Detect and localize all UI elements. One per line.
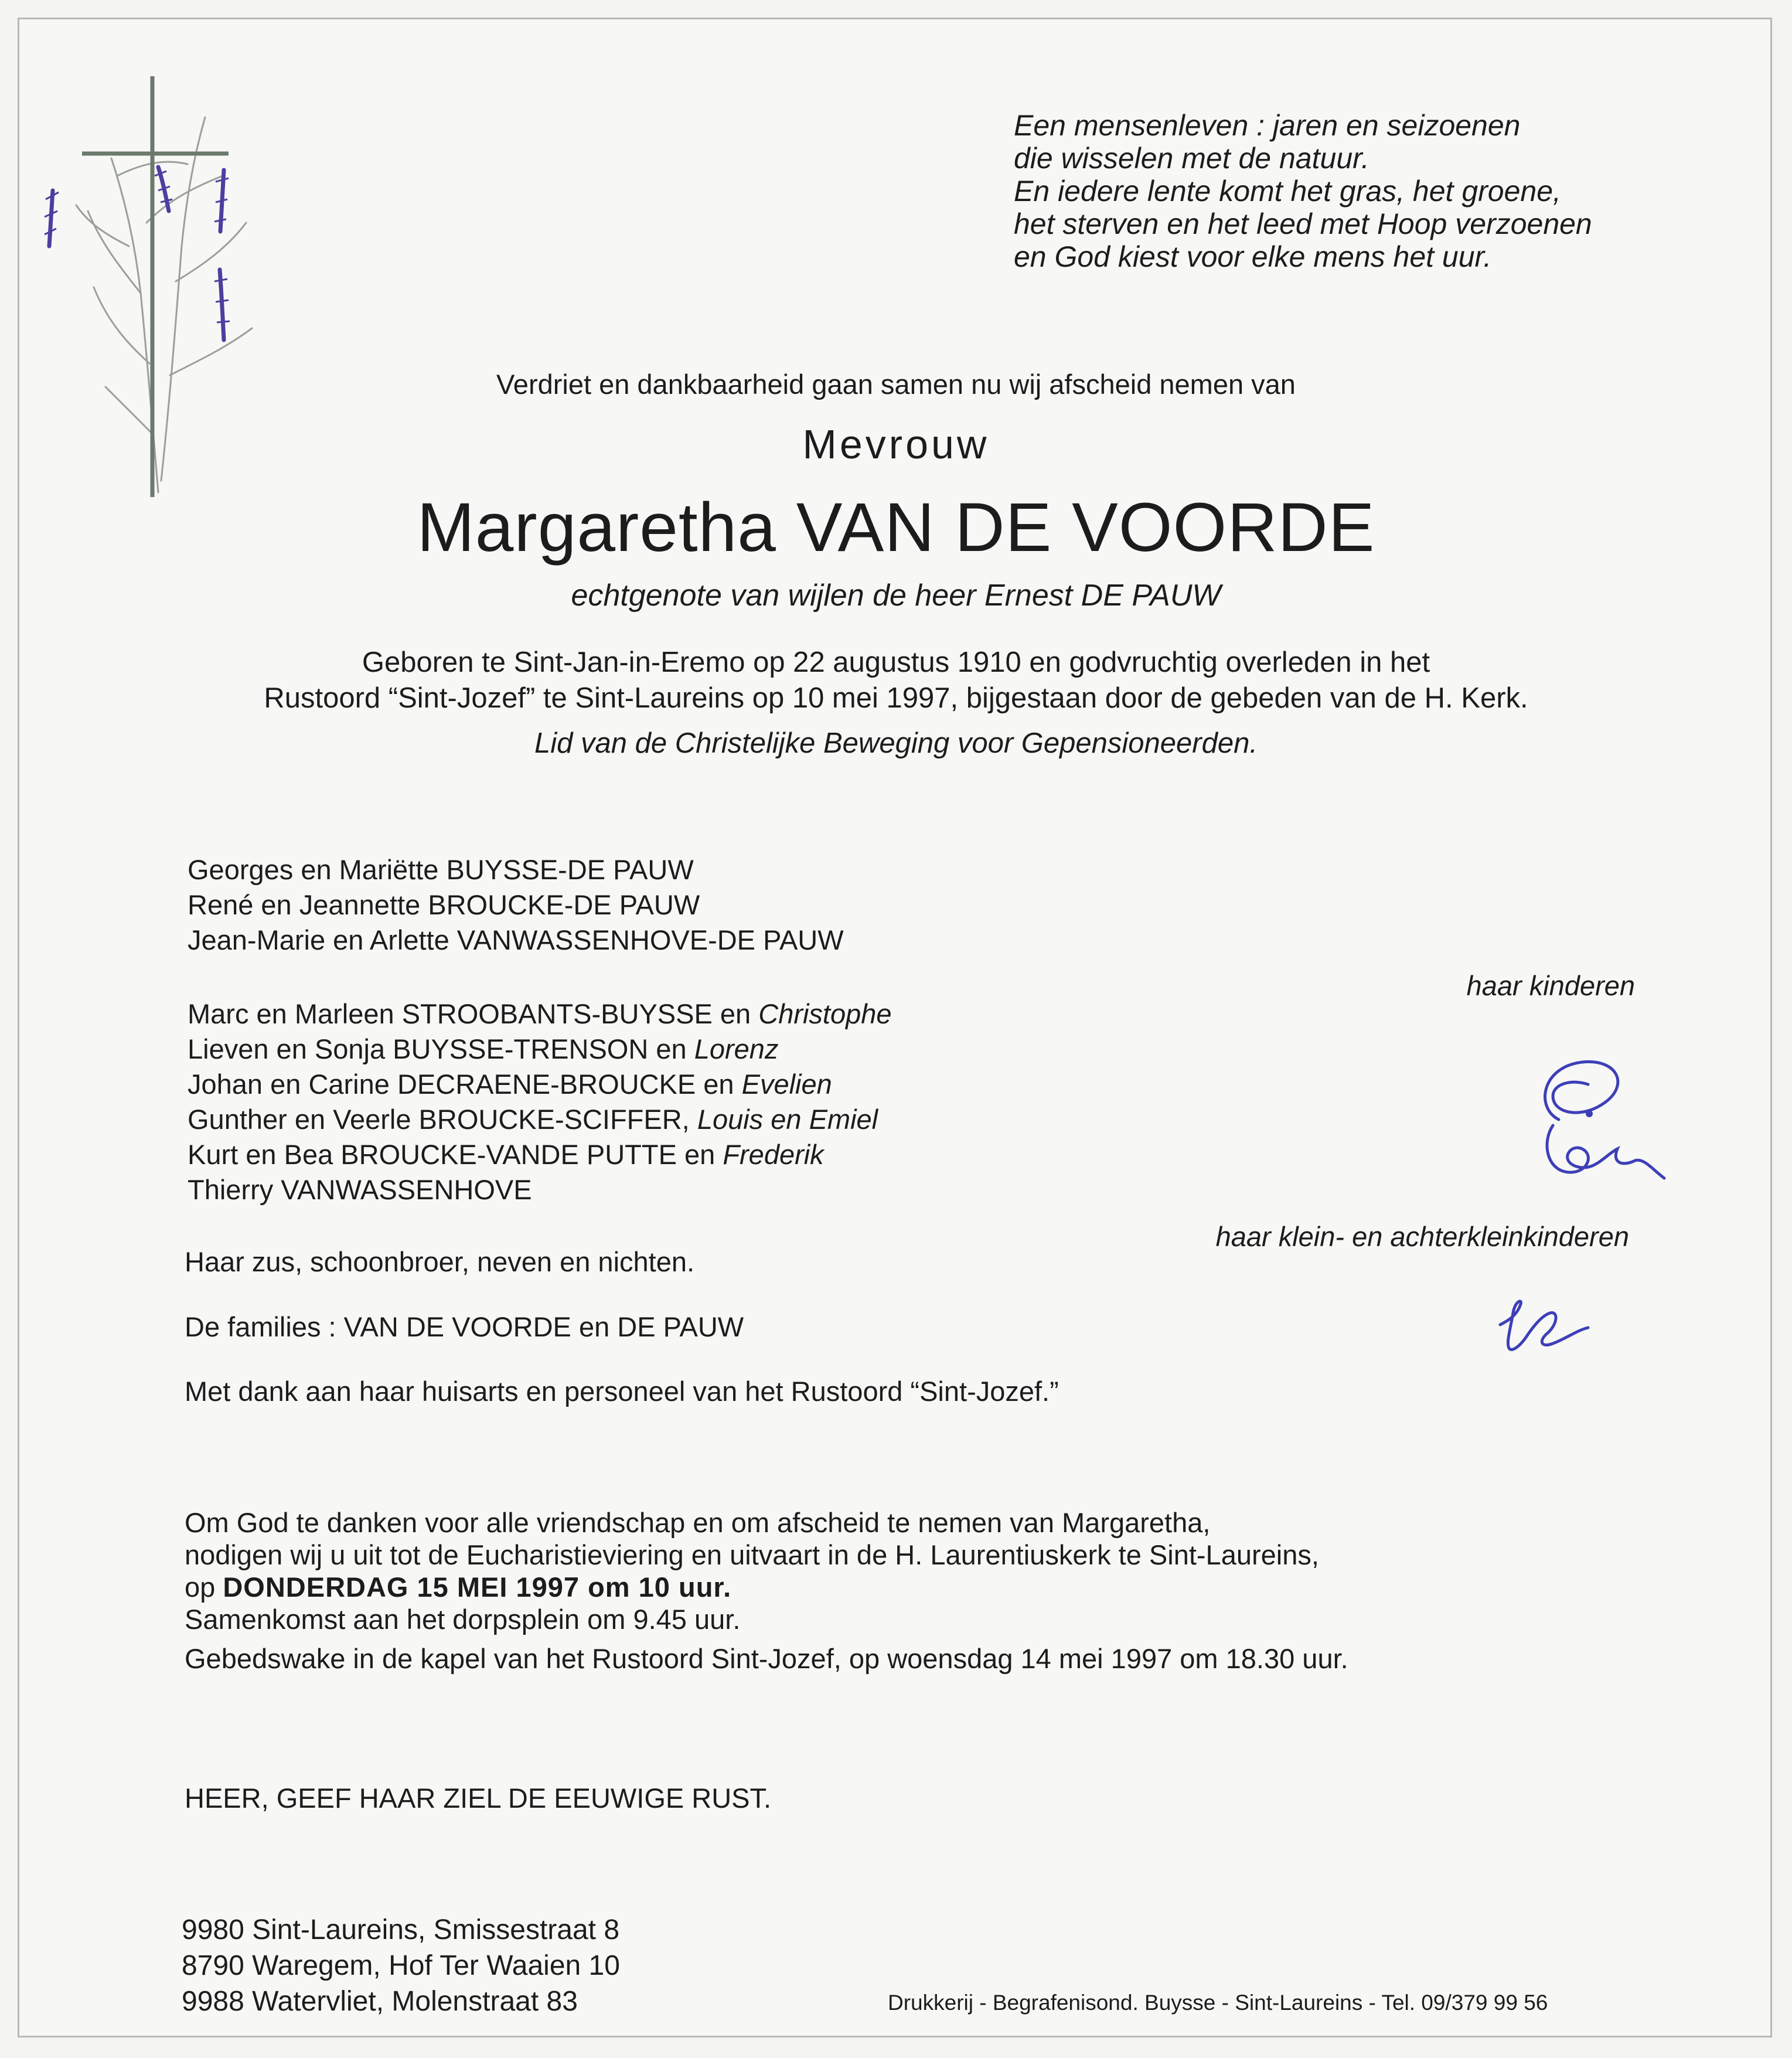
printer-credit: Drukkerij - Begrafenisond. Buysse - Sint-Laureins - Tel. 09/379 99 56 — [888, 1991, 1548, 2015]
list-item: Kurt en Bea BROUCKE-VANDE PUTTE en Frederik — [188, 1139, 824, 1170]
prayer-line: HEER, GEEF HAAR ZIEL DE EEUWIGE RUST. — [185, 1783, 772, 1814]
poem-line: en God kiest voor elke mens het uur. — [1014, 240, 1492, 273]
list-item: Johan en Carine DECRAENE-BROUCKE en Evelien — [188, 1069, 832, 1100]
relatives-line: Haar zus, schoonbroer, neven en nichten. — [185, 1246, 695, 1277]
handwritten-initial-icon — [1488, 1290, 1594, 1366]
address-line: 9980 Sint-Laureins, Smissestraat 8 — [182, 1914, 620, 1945]
service-line: Om God te danken voor alle vriendschap en om afscheid te nemen van Margaretha, — [185, 1507, 1211, 1538]
biography-line: Geboren te Sint-Jan-in-Eremo op 22 augustus 1910 en godvruchtig overleden in het — [362, 647, 1430, 678]
poem-line: Een mensenleven : jaren en seizoenen — [1014, 109, 1521, 142]
handwritten-signature-icon — [1518, 1055, 1670, 1196]
poem-line: die wisselen met de natuur. — [1014, 142, 1369, 175]
service-line: Samenkomst aan het dorpsplein om 9.45 uur. — [185, 1604, 741, 1635]
grandchildren-list — [188, 996, 892, 1207]
biography-line: Rustoord “Sint-Jozef” te Sint-Laureins op 10 mei 1997, bijgestaan door de gebeden van de H. Kerk. — [264, 682, 1528, 714]
poem-line: En iedere lente komt het gras, het groene, — [1014, 175, 1561, 207]
service-line: Gebedswake in de kapel van het Rustoord Sint-Jozef, op woensdag 14 mei 1997 om 18.30 uur. — [185, 1643, 1348, 1674]
list-item: Jean-Marie en Arlette VANWASSENHOVE-DE PAUW — [188, 924, 844, 955]
list-item: René en Jeannette BROUCKE-DE PAUW — [188, 889, 700, 920]
salutation: Mevrouw — [802, 421, 990, 467]
list-item: Gunther en Veerle BROUCKE-SCIFFER, Louis en Emiel — [188, 1104, 878, 1135]
deceased-name: Margaretha VAN DE VOORDE — [417, 489, 1375, 566]
children-role: haar kinderen — [1466, 970, 1635, 1001]
membership-line: Lid van de Christelijke Beweging voor Gepensioneerden. — [534, 727, 1258, 759]
address-line: 8790 Waregem, Hof Ter Waaien 10 — [182, 1950, 620, 1981]
list-item: Thierry VANWASSENHOVE — [188, 1174, 532, 1205]
address-line: 9988 Watervliet, Molenstraat 83 — [182, 1986, 578, 2017]
grandchildren-role: haar klein- en achterkleinkinderen — [1215, 1221, 1629, 1252]
service-details — [185, 1506, 1348, 1675]
service-date: op DONDERDAG 15 MEI 1997 om 10 uur. — [185, 1571, 732, 1603]
children-list — [188, 852, 844, 958]
intro-text: Verdriet en dankbaarheid gaan samen nu wij afscheid nemen van — [496, 369, 1296, 400]
spouse-line: echtgenote van wijlen de heer Ernest DE PAUW — [571, 579, 1221, 613]
poem-line: het sterven en het leed met Hoop verzoenen — [1014, 207, 1592, 240]
service-line: nodigen wij u uit tot de Eucharistieviering en uitvaart in de H. Laurentiuskerk te Sint-Laureins, — [185, 1539, 1319, 1570]
biography — [0, 645, 1792, 716]
list-item: Marc en Marleen STROOBANTS-BUYSSE en Christophe — [188, 998, 892, 1029]
addresses — [182, 1912, 620, 2019]
poem — [1014, 109, 1592, 273]
list-item: Georges en Mariëtte BUYSSE-DE PAUW — [188, 854, 694, 885]
families-line: De families : VAN DE VOORDE en DE PAUW — [185, 1311, 744, 1342]
thanks-line: Met dank aan haar huisarts en personeel van het Rustoord “Sint-Jozef.” — [185, 1376, 1059, 1407]
list-item: Lieven en Sonja BUYSSE-TRENSON en Lorenz — [188, 1033, 779, 1064]
